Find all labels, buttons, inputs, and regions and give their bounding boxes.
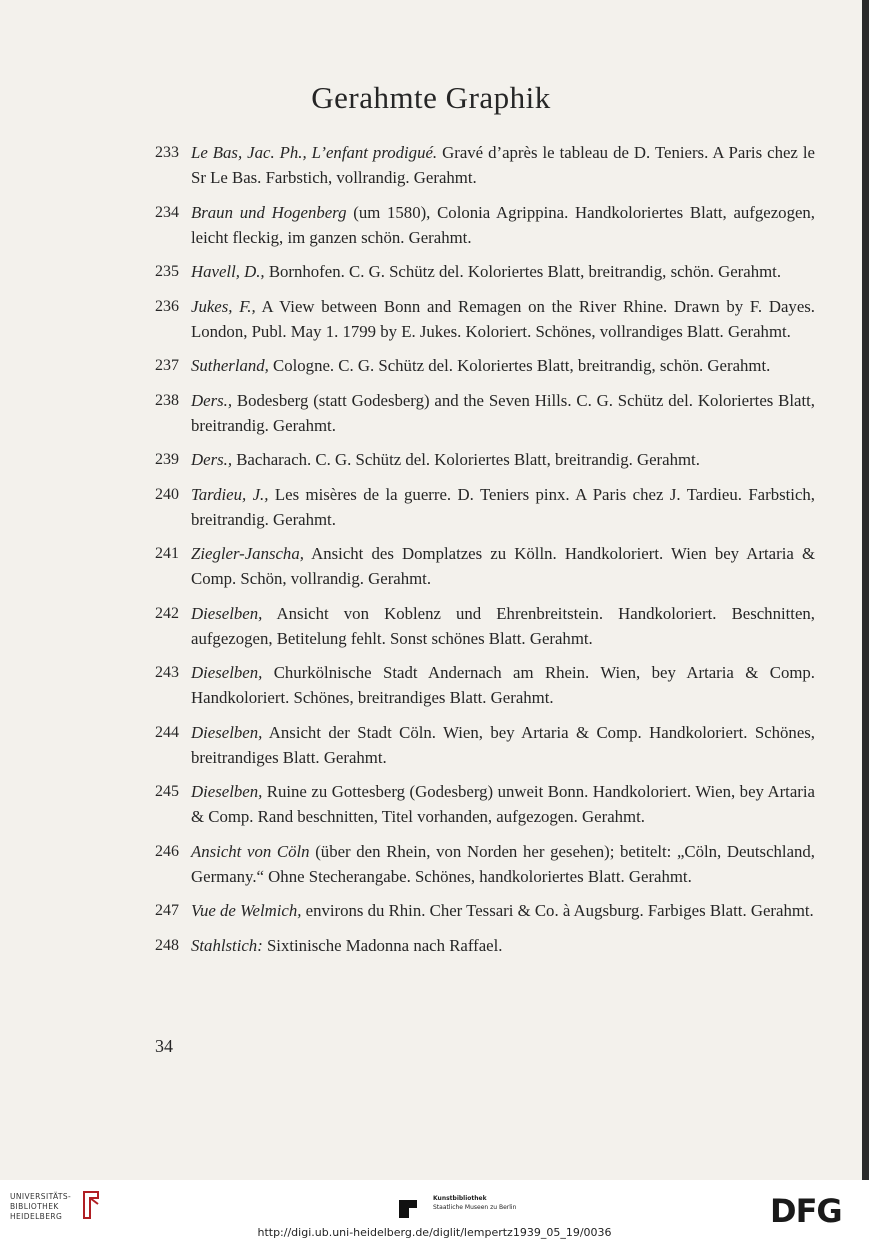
entry-text: Les misères de la guerre. D. Teniers pinx. A Paris chez J. Tardieu. Farbstich, breitrandig. Gerahmt. [191, 484, 815, 529]
catalog-entry [155, 601, 815, 651]
entry-number: 248 [155, 936, 179, 954]
entry-text: (um 1580), Colonia Agrippina. Handkoloriertes Blatt, aufgezogen, leicht fleckig, im ganzen schön. Gerahmt. [191, 202, 815, 247]
entry-number: 247 [155, 902, 179, 919]
catalog-entry [155, 447, 815, 472]
kb-name: Kunstbibliothek [433, 1195, 487, 1202]
entry-author: Braun und Hogenberg [191, 202, 347, 222]
entry-number: 245 [155, 783, 179, 800]
university-library-logo[interactable] [10, 1192, 71, 1222]
entry-text: Bornhofen. C. G. Schütz del. Koloriertes Blatt, breitrandig, schön. Gerahmt. [264, 262, 782, 281]
footer-bar [0, 1180, 869, 1241]
catalog-entry [155, 660, 815, 710]
uni-logo-line: BIBLIOTHEK [10, 1202, 59, 1211]
catalog-entry [155, 294, 815, 344]
catalog-entry [155, 482, 815, 532]
kunstbibliothek-icon [395, 1194, 421, 1220]
entry-author: Dieselben, [191, 603, 263, 623]
catalog-entry [155, 898, 815, 923]
entry-author: Ders., [191, 450, 233, 469]
entry-text: Gravé d’après le tableau de D. Teniers. A Paris chez le Sr Le Bas. Farbstich, vollrandig. Gerahmt. [191, 143, 815, 187]
university-emblem-icon [80, 1188, 102, 1222]
catalog-entry [155, 720, 815, 770]
entry-number: 244 [155, 723, 179, 741]
entry-text: Ansicht des Domplatzes zu Kölln. Handkoloriert. Wien bey Artaria & Comp. Schön, vollrandig. Gerahmt. [191, 544, 815, 588]
catalog-entry [155, 388, 815, 438]
source-url[interactable]: http://digi.ub.uni-heidelberg.de/diglit/lempertz1939_05_19/0036 [257, 1226, 612, 1239]
entry-author: Tardieu, J., [191, 484, 269, 504]
entry-author: Le Bas, Jac. Ph., L’enfant prodigué. [191, 143, 438, 162]
page-title: Gerahmte Graphik [311, 80, 551, 115]
catalog-entry [155, 839, 815, 889]
entry-number: 243 [155, 664, 179, 681]
entry-author: Sutherland, [191, 356, 269, 375]
entry-text: (über den Rhein, von Norden her gesehen); betitelt: „Cöln, Deutschland, Germany.“ Ohne Stecherangabe. Schönes, handkoloriertes Blatt. Gerahmt. [191, 841, 815, 886]
entry-author: Dieselben, [191, 663, 263, 682]
catalog-entry [155, 353, 815, 378]
entry-text: Bodesberg (statt Godesberg) and the Seven Hills. C. G. Schütz del. Koloriertes Blatt, breitrandig. Gerahmt. [191, 390, 815, 435]
entry-author: Ders., [191, 390, 233, 410]
entry-author: Dieselben, [191, 782, 263, 801]
kb-subtitle: Staatliche Museen zu Berlin [433, 1204, 517, 1211]
catalog-entry [155, 140, 815, 190]
dfg-logo[interactable]: DFG [770, 1192, 842, 1230]
entry-author: Jukes, F., [191, 296, 256, 316]
entry-number: 240 [155, 485, 179, 503]
entry-number: 241 [155, 545, 179, 562]
entry-author: Ansicht von Cöln [191, 841, 310, 861]
entry-text: Ruine zu Gottesberg (Godesberg) unweit Bonn. Handkoloriert. Wien, bey Artaria & Comp. Rand beschnitten, Titel vorhanden, aufgezogen. Gerahmt. [191, 782, 815, 826]
entry-author: Havell, D., [191, 262, 265, 281]
catalog-entry [155, 541, 815, 591]
entry-number: 236 [155, 297, 179, 315]
entry-author: Stahlstich: [191, 935, 263, 955]
page-number: 34 [155, 1036, 173, 1056]
entry-author: Ziegler-Janscha, [191, 544, 304, 563]
catalog-entry [155, 259, 815, 284]
entry-number: 246 [155, 842, 179, 860]
entry-number: 234 [155, 203, 179, 221]
uni-logo-line: UNIVERSITÄTS- [10, 1192, 72, 1201]
entry-text: A View between Bonn and Remagen on the River Rhine. Drawn by F. Dayes. London, Publ. May 1. 1799 by E. Jukes. Koloriert. Schönes, vollrandiges Blatt. Gerahmt. [191, 296, 815, 341]
entry-number: 242 [155, 604, 179, 622]
entry-number: 238 [155, 391, 179, 409]
catalog-entry [155, 933, 815, 958]
entry-text: Ansicht der Stadt Cöln. Wien, bey Artaria & Comp. Handkoloriert. Schönes, breitrandiges Blatt. Gerahmt. [191, 722, 815, 767]
page-edge [862, 0, 869, 1180]
entry-text: environs du Rhin. Cher Tessari & Co. à Augsburg. Farbiges Blatt. Gerahmt. [301, 901, 814, 920]
uni-logo-line: HEIDELBERG [10, 1212, 63, 1221]
entry-author: Dieselben, [191, 722, 263, 742]
entry-author: Vue de Welmich, [191, 901, 302, 920]
entry-number: 233 [155, 144, 179, 161]
entry-text: Bacharach. C. G. Schütz del. Koloriertes Blatt, breitrandig. Gerahmt. [232, 450, 700, 469]
entry-text: Sixtinische Madonna nach Raffael. [262, 935, 503, 955]
entry-number: 239 [155, 451, 179, 468]
catalog-entry [155, 779, 815, 829]
entry-text: Ansicht von Koblenz und Ehrenbreitstein. Handkoloriert. Beschnitten, aufgezogen, Betitelung fehlt. Sonst schönes Blatt. Gerahmt. [191, 603, 815, 648]
catalog-entry [155, 200, 815, 250]
entry-text: Churkölnische Stadt Andernach am Rhein. Wien, bey Artaria & Comp. Handkoloriert. Schönes, breitrandiges Blatt. Gerahmt. [191, 663, 815, 707]
entry-text: Cologne. C. G. Schütz del. Koloriertes Blatt, breitrandig, schön. Gerahmt. [268, 356, 771, 375]
catalog-entries [155, 140, 815, 967]
entry-number: 235 [155, 263, 179, 280]
entry-number: 237 [155, 357, 179, 374]
